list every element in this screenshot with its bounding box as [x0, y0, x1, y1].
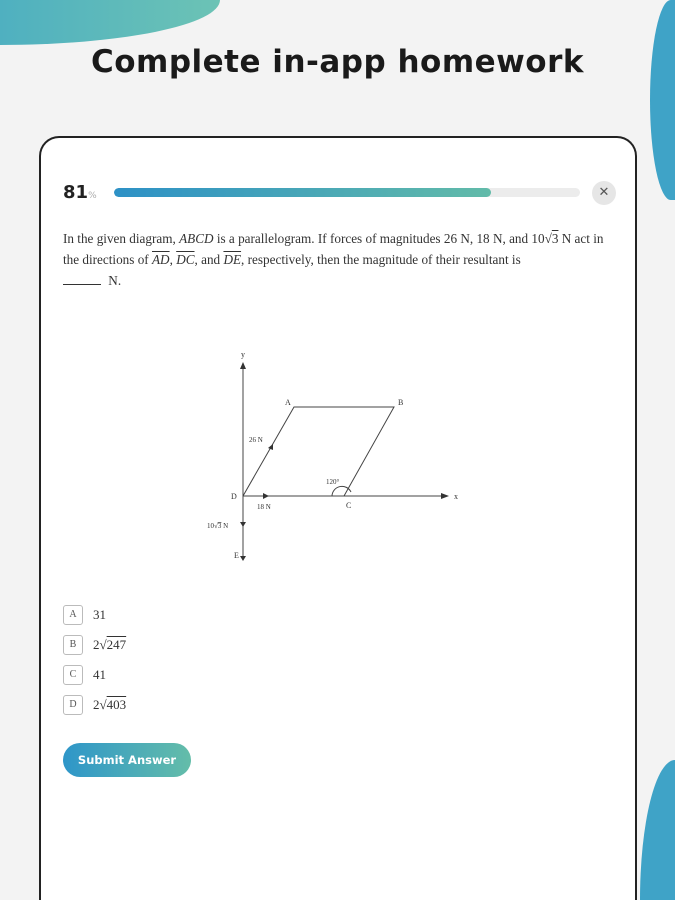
option-value: 2√ — [93, 637, 107, 652]
option-c[interactable] — [63, 660, 126, 690]
option-value: 2√ — [93, 697, 107, 712]
decor-blob-right — [650, 0, 675, 200]
option-letter: D — [63, 695, 83, 715]
label-angle: 120° — [326, 478, 340, 486]
label-x: x — [454, 492, 458, 501]
option-letter: B — [63, 635, 83, 655]
option-radicand: 403 — [106, 697, 127, 712]
option-value: 41 — [93, 667, 106, 682]
label-26n: 26 N — [249, 436, 263, 444]
homework-card — [39, 136, 637, 900]
option-letter: A — [63, 605, 83, 625]
label-y: y — [241, 350, 245, 359]
label-c: C — [346, 501, 352, 510]
option-letter: C — [63, 665, 83, 685]
answer-blank — [63, 284, 101, 285]
option-value: 31 — [93, 607, 106, 622]
decor-blob-bottom-right — [640, 760, 675, 900]
force-e-arrow — [240, 522, 246, 527]
parallelogram-diagram — [191, 342, 471, 572]
force-18-arrow — [263, 493, 269, 499]
label-e: E — [234, 551, 239, 560]
y-arrow — [240, 362, 246, 369]
x-arrow — [441, 493, 449, 499]
option-a[interactable] — [63, 600, 126, 630]
decor-blob-top-left — [0, 0, 220, 45]
question-text: In the given diagram, ABCD is a parallelogram. If forces of magnitudes 26 N, 18 N, and 10√3 N act in the directions of $\overline{AD}$, $\overline{DC}$, and $\overline{DE}$, respectively, then the magnitude of their resultant is N. — [63, 231, 604, 288]
progress-percent — [63, 182, 97, 203]
force-26-arrow — [268, 444, 273, 450]
answer-options — [63, 600, 126, 720]
progress-value: 81 — [63, 182, 89, 203]
progress-unit: % — [88, 191, 97, 201]
headline: Complete in-app homework — [90, 44, 584, 80]
label-b: B — [398, 398, 404, 407]
progress-bar — [114, 188, 580, 197]
label-d: D — [231, 492, 237, 501]
label-10root3n: 10√3 N — [207, 522, 229, 530]
progress-fill — [114, 188, 491, 197]
option-radicand: 247 — [106, 637, 127, 652]
parallelogram — [243, 407, 394, 496]
submit-answer-button[interactable]: Submit Answer — [63, 743, 191, 777]
label-18n: 18 N — [257, 503, 271, 511]
option-b[interactable] — [63, 630, 126, 660]
label-a: A — [285, 398, 291, 407]
close-button[interactable] — [592, 181, 616, 205]
e-arrow — [240, 556, 246, 561]
close-icon: ✕ — [598, 185, 610, 200]
option-d[interactable] — [63, 690, 126, 720]
